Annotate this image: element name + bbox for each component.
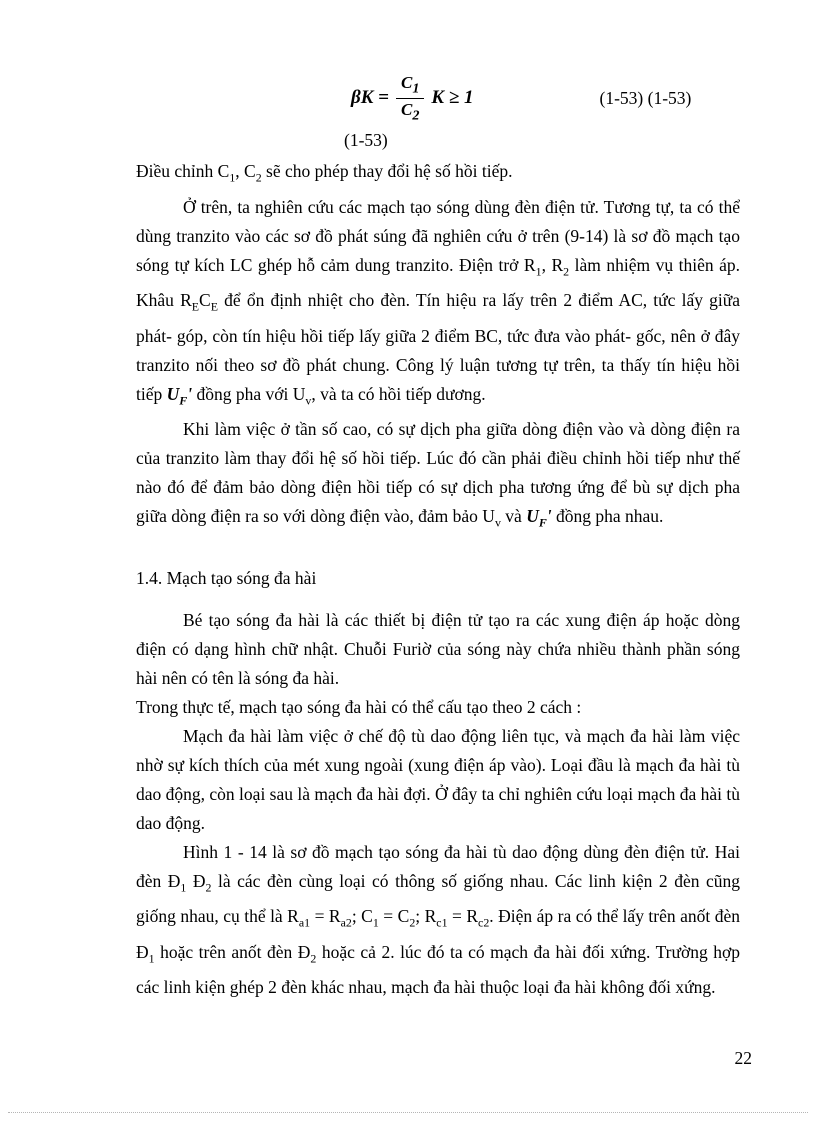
equation-number-below: (1-53) xyxy=(344,130,388,150)
paragraph-operating-modes: Mạch đa hài làm việc ở chế độ tù dao động liên tục, và mạch đa hài làm việc nhờ sự kích thích của mét xung ngoài (xung điện áp vào). Loại đầu là mạch đa hài tù dao động, còn loại sau là mạch đa hài đợi. Ở đây ta chỉ nghiên cứu loại mạch đa hài tù dao động. xyxy=(136,725,740,833)
paragraph-high-frequency: Khi làm việc ở tần số cao, có sự dịch pha giữa dòng điện vào và dòng điện ra của tranzito làm thay đổi hệ số hồi tiếp. Lúc đó cần phải điều chỉnh hồi tiếp như thế nào đó để đảm bảo dòng điện hồi tiếp có sự dịch pha tương ứng để bù sự dịch pha giữa dòng điện ra so với dòng điện vào, đảm bảo $U_v$ và $U_F'$ đồng pha nhau. xyxy=(136,419,740,530)
equation-rhs: K ≥ 1 xyxy=(431,87,474,108)
paragraph-intro: Điều chỉnh $C_1$, $C_2$ sẽ cho phép thay đổi hệ số hồi tiếp. xyxy=(136,161,513,185)
page-number: 22 xyxy=(734,1048,752,1068)
fraction-denominator: $C_2$ xyxy=(400,99,420,123)
section-heading: 1.4. Mạch tạo sóng đa hài xyxy=(136,567,317,588)
equation xyxy=(351,73,474,123)
equation-lhs: βK = xyxy=(351,87,389,108)
paragraph-multivibrator-def: Bé tạo sóng đa hài là các thiết bị điện tử tạo ra các xung điện áp hoặc dòng điện có dạng hình chữ nhật. Chuỗi Furiờ của sóng này chứa nhiều thành phần sóng hài nên có tên là sóng đa hài. xyxy=(136,609,740,688)
equation-number-right: (1-53) (1-53) xyxy=(599,87,692,108)
bottom-dotted-rule xyxy=(8,1112,808,1113)
paragraph-two-ways: Trong thực tế, mạch tạo sóng đa hài có thể cấu tạo theo 2 cách : xyxy=(136,696,582,717)
fraction-numerator: $C_1$ xyxy=(396,73,424,99)
fraction xyxy=(396,73,424,123)
page-content xyxy=(136,70,740,1002)
paragraph-tranzito: Ở trên, ta nghiên cứu các mạch tạo sóng dùng đèn điện tử. Tương tự, ta có thể dùng tranzito vào các sơ đồ phát súng đã nghiên cứu ở trên (9-14) là sơ đồ mạch tạo sóng tự kích LC ghép hỗ cảm dung tranzito. Điện trở $R_1$, $R_2$ làm nhiệm vụ thiên áp. Khâu $R_EC_E$ để ổn định nhiệt cho đèn. Tín hiệu ra lấy trên 2 điểm AC, tức lấy giữa phát- góp, còn tín hiệu hồi tiếp lấy giữa 2 điểm BC, tức đưa vào phát- gốc, nên ở đây tranzito nối theo sơ đồ phát chung. Công lý luận tương tự trên, ta thấy tín hiệu hồi tiếp $U_F'$ đồng pha với $U_v$, và ta có hồi tiếp dương. xyxy=(136,196,740,407)
paragraph-figure-1-14: Hình 1 - 14 là sơ đồ mạch tạo sóng đa hài tù dao động dùng đèn điện tử. Hai đèn $Đ_1$ $Đ_2$ là các đèn cùng loại có thông số giống nhau. Các linh kiện 2 đèn cũng giống nhau, cụ thể là $R_{a1} = R_{a2}$; $C_1 = C_2$; $R_{c1} = R_{c2}$. Điện áp ra có thể lấy trên anốt đèn $Đ_1$ hoặc trên anốt đèn $Đ_2$ hoặc cả 2. lúc đó ta có mạch đa hài đối xứng. Trường hợp các linh kiện ghép 2 đèn khác nhau, mạch đa hài thuộc loại đa hài không đối xứng. xyxy=(136,841,740,997)
equation-row xyxy=(136,70,740,126)
